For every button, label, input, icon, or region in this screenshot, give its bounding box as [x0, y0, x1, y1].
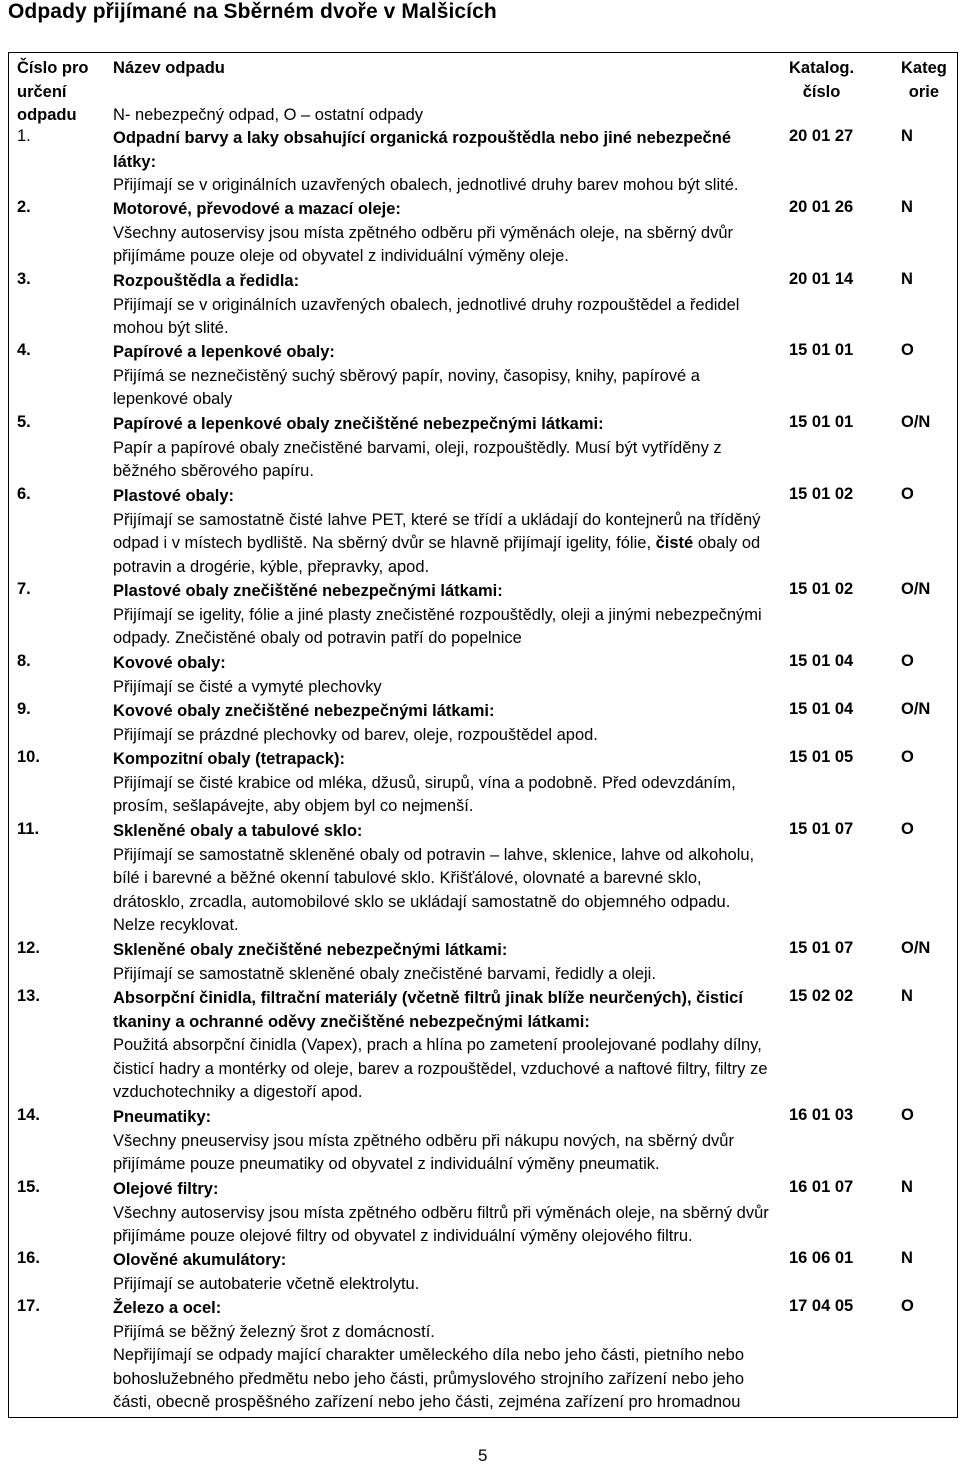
- waste-description: Přijímají se samostatně čisté lahve PET, které se třídí a ukládají do kontejnerů na tříděný odpad i v místech bydliště. Na sběrný dvůr se hlavně přijímají igelity, fólie,: [113, 510, 761, 552]
- waste-description: Přijímají se čisté a vymyté plechovky: [113, 677, 382, 696]
- row-number: 10.: [17, 748, 40, 766]
- row-content: [113, 270, 775, 341]
- waste-name: Absorpční činidla, filtrační materiály (včetně filtrů jinak blíže neurčených), čisticí tkaniny a ochranné oděvy znečištěné nebezpečnými látkami:: [113, 989, 743, 1031]
- row-number: 7.: [17, 580, 31, 598]
- waste-description: Všechny autoservisy jsou místa zpětného odběru filtrů při výměnách oleje, na sběrný dvůr přijímáme pouze olejové filtry od obyvatel z individuální výměny olejového filtru.: [113, 1203, 769, 1245]
- row-number: 17.: [17, 1297, 40, 1315]
- category: N: [901, 987, 913, 1005]
- waste-description: Přijímají se v originálních uzavřených obalech, jednotlivé druhy barev mohou být slité.: [113, 176, 739, 194]
- waste-name: Olejové filtry:: [113, 1180, 219, 1198]
- category: O: [901, 652, 914, 670]
- waste-exclusions: Nepřijímají se odpady mající charakter uměleckého díla nebo jeho části, pietního nebo bohoslužebného předmětu nebo jeho části, průmyslového strojního zařízení nebo jeho části, obecně prospěšného zařízení nebo jeho části, zejména zařízení pro hromadnou: [113, 1346, 745, 1411]
- header-col-catalog: Katalog. číslo: [789, 59, 855, 101]
- waste-name: Kompozitní obaly (tetrapack):: [113, 750, 345, 768]
- waste-name: Skleněné obaly znečištěné nebezpečnými látkami:: [113, 941, 508, 959]
- row-content: [113, 987, 775, 1105]
- category: N: [901, 198, 913, 216]
- row-content: [113, 485, 775, 579]
- header-col-number: Číslo pro určení odpadu: [17, 59, 89, 124]
- category: O: [901, 1297, 914, 1315]
- category: O: [901, 341, 914, 359]
- row-number: 16.: [17, 1249, 40, 1267]
- catalog-code: 20 01 14: [789, 270, 854, 288]
- row-number: 8.: [17, 652, 31, 670]
- waste-description: Všechny autoservisy jsou místa zpětného odběru při výměnách oleje, na sběrný dvůr přijímáme pouze oleje od obyvatel z individuální výměny oleje.: [113, 223, 733, 265]
- waste-description-end: obaly od potravin a drogérie, kýble, přepravky, apod.: [113, 534, 761, 576]
- row-content: [113, 652, 775, 699]
- waste-name: Papírové a lepenkové obaly:: [113, 343, 335, 361]
- waste-description: Použitá absorpční činidla (Vapex), prach a hlína po zametení proolejované podlahy dílny, čisticí hadry a montérky od oleje, barev a rozpouštědel, vzduchové a naftové filtry, filtry ze vzduchotechniky a digestoří apod.: [113, 1036, 768, 1101]
- row-number: 1.: [17, 127, 31, 145]
- catalog-code: 15 01 02: [789, 485, 854, 503]
- row-number: 4.: [17, 341, 31, 359]
- category: N: [901, 127, 913, 145]
- row-content: [113, 341, 775, 412]
- waste-description: Přijímají se v originálních uzavřených obalech, jednotlivé druhy rozpouštědel a ředidel mohou být slité.: [113, 295, 740, 337]
- row-content: [113, 1249, 775, 1296]
- catalog-code: 20 01 26: [789, 198, 854, 216]
- row-content: [113, 820, 775, 938]
- category: O: [901, 1106, 914, 1124]
- category: O: [901, 820, 914, 838]
- waste-description: Přijímá se běžný železný šrot z domácností.: [113, 1322, 435, 1341]
- category: O: [901, 748, 914, 766]
- row-number: 15.: [17, 1178, 40, 1196]
- row-number: 5.: [17, 413, 31, 431]
- waste-description: Přijímají se prázdné plechovky od barev, oleje, rozpouštědel apod.: [113, 725, 598, 744]
- row-content: [113, 1106, 775, 1177]
- waste-description: Přijímají se čisté krabice od mléka, džusů, sirupů, vína a podobně. Před odevzdáním, prosím, sešlapávejte, aby objem byl co nejmenší.: [113, 773, 736, 815]
- row-content: [113, 198, 775, 269]
- catalog-code: 16 01 03: [789, 1106, 854, 1124]
- category: N: [901, 1178, 913, 1196]
- waste-name: Plastové obaly znečištěné nebezpečnými látkami:: [113, 582, 503, 600]
- header-col-name: Název odpadu N- nebezpečný odpad, O – ostatní odpady: [113, 59, 424, 124]
- row-number: 6.: [17, 485, 31, 503]
- row-number: 13.: [17, 987, 40, 1005]
- waste-description: Papír a papírové obaly znečistěné barvami, oleji, rozpouštědly. Musí být vytříděny z běžného sběrového papíru.: [113, 438, 722, 480]
- category: N: [901, 1249, 913, 1267]
- row-number: 9.: [17, 700, 31, 718]
- catalog-code: 15 01 01: [789, 413, 854, 431]
- row-content: [113, 127, 775, 198]
- page-number: 5: [478, 1446, 488, 1465]
- waste-table: [8, 52, 958, 1418]
- row-content: [113, 748, 775, 819]
- page-title: Odpady přijímané na Sběrném dvoře v Malšicích: [8, 0, 497, 23]
- waste-name: Železo a ocel:: [113, 1299, 222, 1317]
- waste-name: Skleněné obaly a tabulové sklo:: [113, 822, 363, 840]
- waste-description: Přijímají se samostatně skleněné obaly od potravin – lahve, sklenice, lahve od alkoholu, bílé i barevné a běžné okenní tabulové sklo. Křišťálové, olovnaté a barevné sklo, drátosklo, zrcadla, automobilové sklo se ukládají samostatně do objemného odpadu. Nelze recyklovat.: [113, 845, 755, 934]
- row-content: [113, 580, 775, 651]
- row-content: [113, 1297, 775, 1415]
- waste-description-emphasis: čisté: [655, 534, 694, 552]
- row-number: 12.: [17, 939, 40, 957]
- catalog-code: 17 04 05: [789, 1297, 854, 1315]
- catalog-code: 15 01 04: [789, 652, 854, 670]
- waste-name: Motorové, převodové a mazací oleje:: [113, 200, 401, 218]
- row-number: 11.: [17, 820, 40, 838]
- catalog-code: 15 01 04: [789, 700, 854, 718]
- waste-name: Olověné akumulátory:: [113, 1251, 287, 1269]
- waste-description: Všechny pneuservisy jsou místa zpětného odběru při nákupu nových, na sběrný dvůr přijímáme pouze pneumatiky od obyvatel z individuální výměny pneumatik.: [113, 1131, 734, 1173]
- waste-name: Kovové obaly:: [113, 654, 226, 672]
- catalog-code: 15 01 02: [789, 580, 854, 598]
- category: O/N: [901, 413, 931, 431]
- header-col-category: Kateg orie: [901, 59, 947, 101]
- catalog-code: 15 01 05: [789, 748, 854, 766]
- catalog-code: 15 01 01: [789, 341, 854, 359]
- row-number: 14.: [17, 1106, 40, 1124]
- waste-description: Přijímají se samostatně skleněné obaly znečistěné barvami, ředidly a oleji.: [113, 964, 656, 983]
- row-number: 3.: [17, 270, 31, 288]
- row-content: [113, 413, 775, 484]
- waste-name: Papírové a lepenkové obaly znečištěné nebezpečnými látkami:: [113, 415, 604, 433]
- row-number: 2.: [17, 198, 31, 216]
- category: O: [901, 485, 914, 503]
- waste-name: Odpadní barvy a laky obsahující organická rozpouštědla nebo jiné nebezpečné látky:: [113, 129, 731, 171]
- waste-description: Přijímají se autobaterie včetně elektrolytu.: [113, 1274, 420, 1293]
- catalog-code: 15 02 02: [789, 987, 854, 1005]
- waste-description: Přijímá se neznečistěný suchý sběrový papír, noviny, časopisy, knihy, papírové a lepenkové obaly: [113, 366, 700, 408]
- waste-description: Přijímají se igelity, fólie a jiné plasty znečistěné rozpouštědly, oleji a jinými nebezpečnými odpady. Znečistěné obaly od potravin patří do popelnice: [113, 605, 762, 647]
- catalog-code: 15 01 07: [789, 939, 854, 957]
- catalog-code: 15 01 07: [789, 820, 854, 838]
- row-content: [113, 1178, 775, 1249]
- row-content: [113, 700, 775, 747]
- category: O/N: [901, 700, 931, 718]
- waste-name: Rozpouštědla a ředidla:: [113, 272, 300, 290]
- catalog-code: 16 01 07: [789, 1178, 854, 1196]
- waste-name: Kovové obaly znečištěné nebezpečnými látkami:: [113, 702, 495, 720]
- catalog-code: 16 06 01: [789, 1249, 854, 1267]
- row-content: [113, 939, 775, 986]
- catalog-code: 20 01 27: [789, 127, 854, 145]
- category: N: [901, 270, 913, 288]
- waste-name: Plastové obaly:: [113, 487, 235, 505]
- category: O/N: [901, 580, 931, 598]
- waste-name: Pneumatiky:: [113, 1108, 212, 1126]
- category: O/N: [901, 939, 931, 957]
